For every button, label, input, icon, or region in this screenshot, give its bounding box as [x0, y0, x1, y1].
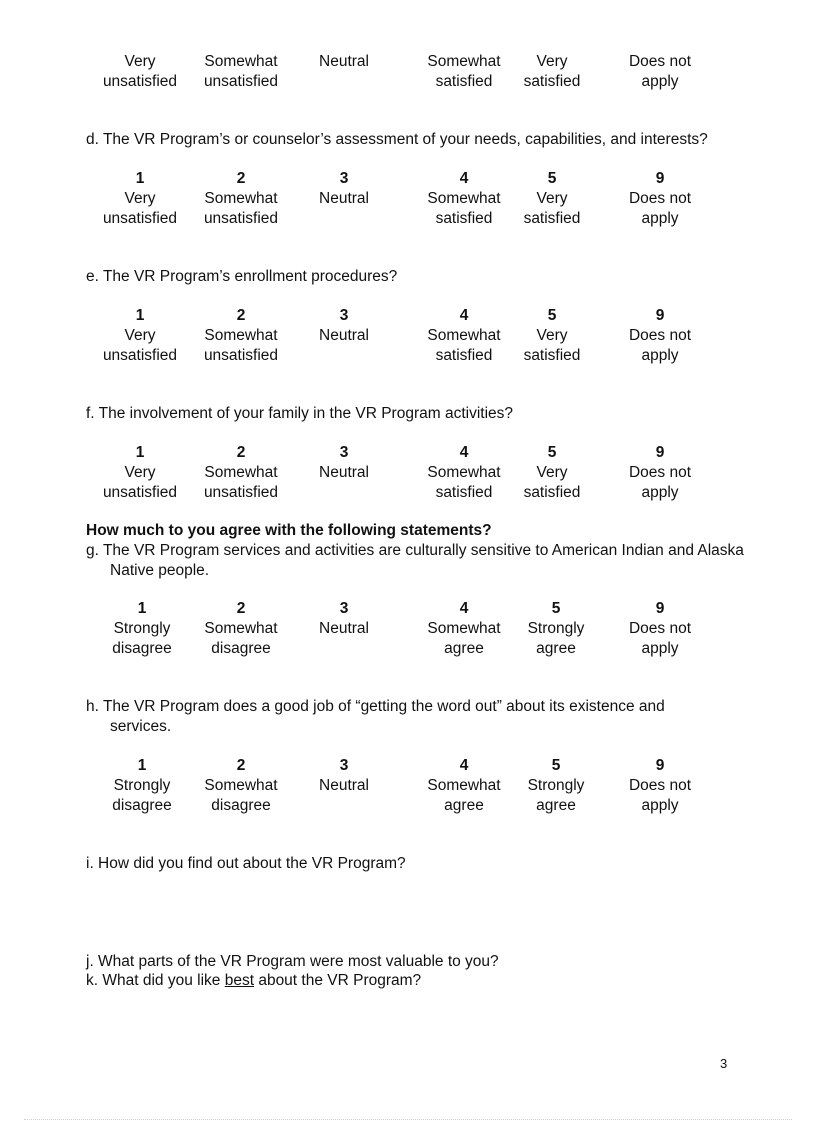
- scale-option-4[interactable]: 4 Somewhat satisfied: [427, 170, 501, 227]
- scale-option-3[interactable]: 3 Neutral: [319, 170, 369, 207]
- scale-option-3: [289, 52, 399, 72]
- scale-option-9[interactable]: 9 Does not apply: [628, 444, 692, 501]
- scale-option-1[interactable]: 1 Strongly disagree: [112, 757, 172, 814]
- scale-option-2[interactable]: 2 Somewhat unsatisfied: [203, 307, 279, 364]
- scale-option-2[interactable]: 2 Somewhat disagree: [204, 757, 278, 814]
- page-bottom-divider: [24, 1119, 792, 1120]
- page-number: 3: [720, 1056, 728, 1071]
- scale-option-9[interactable]: 9 Does not apply: [628, 170, 692, 227]
- question-f: f. The involvement of your family in the VR Program activities?: [86, 405, 513, 422]
- option-label: Very satisfied: [523, 53, 581, 90]
- scale-option-9[interactable]: 9 Does not apply: [628, 757, 692, 814]
- scale-option-2: [186, 52, 296, 92]
- scale-option-5[interactable]: 5 Very satisfied: [523, 444, 581, 501]
- question-e: e. The VR Program’s enrollment procedures?: [86, 268, 398, 285]
- option-label: Does not apply: [628, 53, 692, 90]
- rating-scale-g: [0, 599, 816, 657]
- scale-option-2[interactable]: 2 Somewhat unsatisfied: [203, 170, 279, 227]
- option-label: Somewhat satisfied: [427, 53, 501, 90]
- scale-option-4[interactable]: 4 Somewhat agree: [427, 600, 501, 657]
- scale-option-1[interactable]: 1 Very unsatisfied: [102, 170, 178, 227]
- scale-option-3[interactable]: 3 Neutral: [319, 444, 369, 481]
- option-label: Neutral: [319, 53, 369, 70]
- scale-option-4[interactable]: 4 Somewhat agree: [427, 757, 501, 814]
- scale-option-1[interactable]: 1 Strongly disagree: [112, 600, 172, 657]
- scale-option-3[interactable]: 3 Neutral: [319, 757, 369, 794]
- rating-scale-f: [0, 443, 816, 501]
- option-label: Very unsatisfied: [102, 53, 178, 90]
- scale-option-1[interactable]: 1 Very unsatisfied: [102, 307, 178, 364]
- scale-option-9[interactable]: 9 Does not apply: [628, 600, 692, 657]
- scale-option-5[interactable]: 5 Strongly agree: [527, 600, 585, 657]
- scale-option-5[interactable]: 5 Very satisfied: [523, 307, 581, 364]
- scale-option-1: [85, 52, 195, 92]
- scale-option-1[interactable]: 1 Very unsatisfied: [102, 444, 178, 501]
- scale-option-2[interactable]: 2 Somewhat unsatisfied: [203, 444, 279, 501]
- option-label: Somewhat unsatisfied: [203, 53, 279, 90]
- scale-option-3[interactable]: 3 Neutral: [319, 307, 369, 344]
- section-heading: How much to you agree with the following statements?: [86, 522, 492, 539]
- emphasis-best: best: [224, 972, 255, 989]
- question-k: k. What did you like best about the VR Program?: [86, 972, 422, 989]
- scale-option-9[interactable]: 9 Does not apply: [628, 307, 692, 364]
- rating-scale-c: [0, 52, 816, 92]
- question-j: j. What parts of the VR Program were most valuable to you?: [86, 953, 499, 970]
- question-h: h. The VR Program does a good job of “getting the word out” about its existence and services.: [86, 698, 665, 735]
- scale-option-3[interactable]: 3 Neutral: [319, 600, 369, 637]
- question-d: d. The VR Program’s or counselor’s assessment of your needs, capabilities, and interests?: [86, 131, 708, 148]
- question-g: g. The VR Program services and activities are culturally sensitive to American Indian and Alaska Native people.: [86, 542, 744, 579]
- scale-option-5[interactable]: 5 Very satisfied: [523, 170, 581, 227]
- rating-scale-h: [0, 756, 816, 814]
- scale-option-4[interactable]: 4 Somewhat satisfied: [427, 444, 501, 501]
- scale-option-9: [605, 52, 715, 92]
- scale-option-2[interactable]: 2 Somewhat disagree: [204, 600, 278, 657]
- scale-option-5: [497, 52, 607, 92]
- question-i: i. How did you find out about the VR Program?: [86, 855, 406, 872]
- scale-option-5[interactable]: 5 Strongly agree: [527, 757, 585, 814]
- rating-scale-d: [0, 169, 816, 227]
- scale-option-4[interactable]: 4 Somewhat satisfied: [427, 307, 501, 364]
- rating-scale-e: [0, 306, 816, 364]
